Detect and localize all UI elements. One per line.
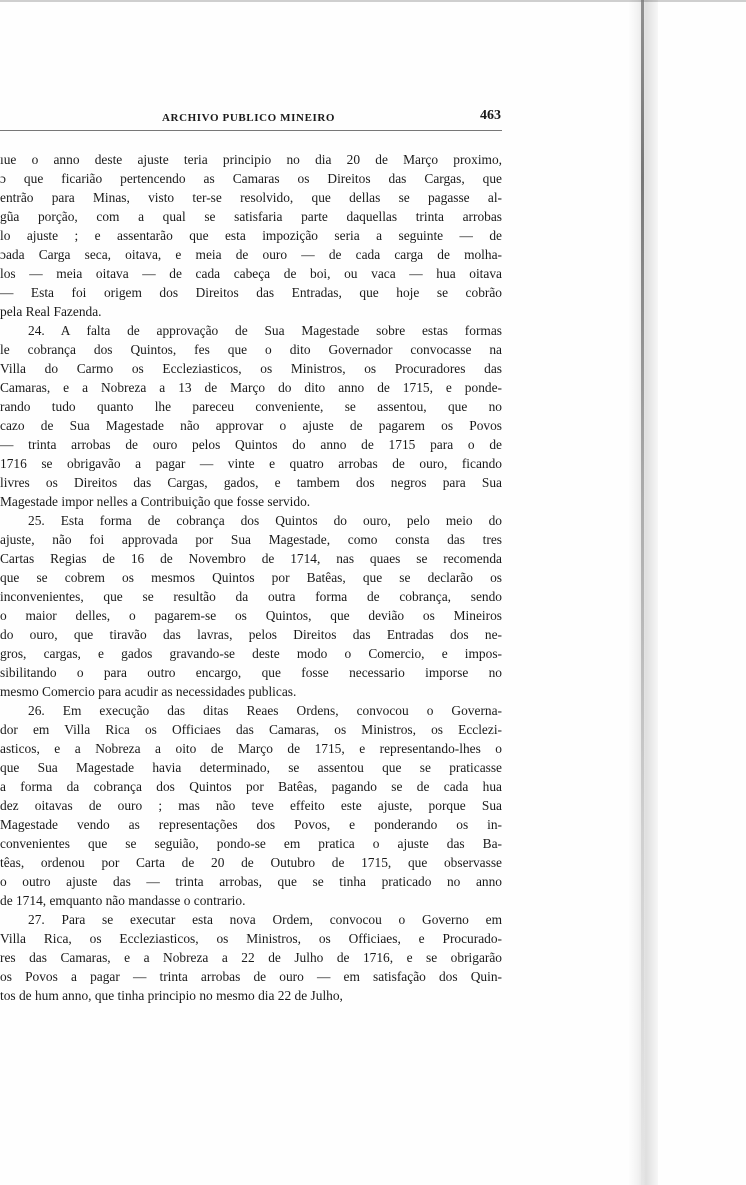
text-line: 1716 se obrigavão a pagar — vinte e quatro arrobas de ouro, ficando	[0, 456, 502, 471]
text-line: ɔada Carga seca, oitava, e meia de ouro — de cada carga de molha-	[0, 247, 502, 262]
running-title: ARCHIVO PUBLICO MINEIRO	[162, 112, 336, 124]
text-line: Cartas Regias de 16 de Novembro de 1714, nas quaes se recomenda	[0, 551, 502, 566]
text-line: ajuste, não foi approvada por Sua Magestade, como consta das tres	[0, 532, 502, 547]
paragraph-start-line: 27. Para se executar esta nova Ordem, convocou o Governo em	[28, 912, 502, 927]
page-number: 463	[480, 108, 501, 123]
text-line: le cobrança dos Quintos, fes que o dito Governador convocasse na	[0, 342, 502, 357]
body-text	[0, 150, 502, 1005]
page-binding-edge	[641, 0, 644, 1185]
text-line: o outro ajuste das — trinta arrobas, que se tinha praticado no anno	[0, 874, 502, 889]
text-line: de 1714, emquanto não mandasse o contrario.	[0, 893, 246, 908]
text-line: a forma da cobrança dos Quintos por Batêas, pagando se de cada hua	[0, 779, 502, 794]
text-line: dor em Villa Rica os Officiaes das Camaras, os Ministros, os Ecclezi-	[0, 722, 502, 737]
text-line: pela Real Fazenda.	[0, 304, 102, 319]
text-line: los — meia oitava — de cada cabeça de boi, ou vaca — hua oitava	[0, 266, 502, 281]
text-line: entrão para Minas, visto ter-se resolvido, que dellas se pagasse al-	[0, 190, 502, 205]
text-line: que Sua Magestade havia determinado, se assentou que se praticasse	[0, 760, 502, 775]
header-rule	[0, 130, 502, 131]
text-line: Villa Rica, os Eccleziasticos, os Ministros, os Officiaes, e Procurado-	[0, 931, 502, 946]
text-line: convenientes que se seguião, pondo-se em pratica o ajuste das Ba-	[0, 836, 502, 851]
text-line: Magestade vendo as representações dos Povos, e ponderando os in-	[0, 817, 502, 832]
text-line: cazo de Sua Magestade não approvar o ajuste de pagarem os Povos	[0, 418, 502, 433]
text-line: tos de hum anno, que tinha principio no mesmo dia 22 de Julho,	[0, 988, 343, 1003]
text-line: gũa porção, com a qual se satisfaria parte daquellas trinta arrobas	[0, 209, 502, 224]
text-line: res das Camaras, e a Nobreza a 22 de Julho de 1716, e se obrigarão	[0, 950, 502, 965]
text-line: ıue o anno deste ajuste teria principio no dia 20 de Março proximo,	[0, 152, 502, 167]
text-line: asticos, e a Nobreza a oito de Março de 1715, e representando-lhes o	[0, 741, 502, 756]
text-line: do ouro, que tiravão das lavras, pelos Direitos das Entradas dos ne-	[0, 627, 502, 642]
paragraph-start-line: 26. Em execução das ditas Reaes Ordens, convocou o Governa-	[28, 703, 502, 718]
text-line: têas, ordenou por Carta de 20 de Outubro de 1715, que observasse	[0, 855, 502, 870]
text-line: mesmo Comercio para acudir as necessidades publicas.	[0, 684, 297, 699]
paragraph-start-line: 24. A falta de approvação de Sua Magestade sobre estas formas	[28, 323, 502, 338]
text-line: dez oitavas de ouro ; mas não teve effeito este ajuste, porque Sua	[0, 798, 502, 813]
text-line: ɔ que ficarião pertencendo as Camaras os Direitos das Cargas, que	[0, 171, 502, 186]
text-line: inconvenientes, que se resultão da outra forma de cobrança, sendo	[0, 589, 502, 604]
text-line: rando tudo quanto lhe pareceu conveniente, se assentou, que no	[0, 399, 502, 414]
running-header	[0, 104, 500, 130]
text-line: livres os Direitos das Cargas, gados, e tambem dos negros para Sua	[0, 475, 502, 490]
text-line: gros, cargas, e gados gravando-se deste modo o Comercio, e impos-	[0, 646, 502, 661]
text-line: — Esta foi origem dos Direitos das Entradas, que hoje se cobrão	[0, 285, 502, 300]
paragraph-start-line: 25. Esta forma de cobrança dos Quintos do ouro, pelo meio do	[28, 513, 502, 528]
text-line: o maior delles, o pagarem-se os Quintos, que devião os Mineiros	[0, 608, 502, 623]
text-line: — trinta arrobas de ouro pelos Quintos do anno de 1715 para o de	[0, 437, 502, 452]
text-line: Villa do Carmo os Eccleziasticos, os Ministros, os Procuradores das	[0, 361, 502, 376]
text-line: sibilitando o para outro encargo, que fosse necessario imporse no	[0, 665, 502, 680]
text-line: os Povos a pagar — trinta arrobas de ouro — em satisfação dos Quin-	[0, 969, 502, 984]
text-line: Magestade impor nelles a Contribuição que fosse servido.	[0, 494, 311, 509]
text-line: que se cobrem os mesmos Quintos por Batêas, que se declarão os	[0, 570, 502, 585]
text-line: lo ajuste ; e assentarão que esta impozição seria a seguinte — de	[0, 228, 502, 243]
text-line: Camaras, e a Nobreza a 13 de Março do dito anno de 1715, e ponde-	[0, 380, 502, 395]
